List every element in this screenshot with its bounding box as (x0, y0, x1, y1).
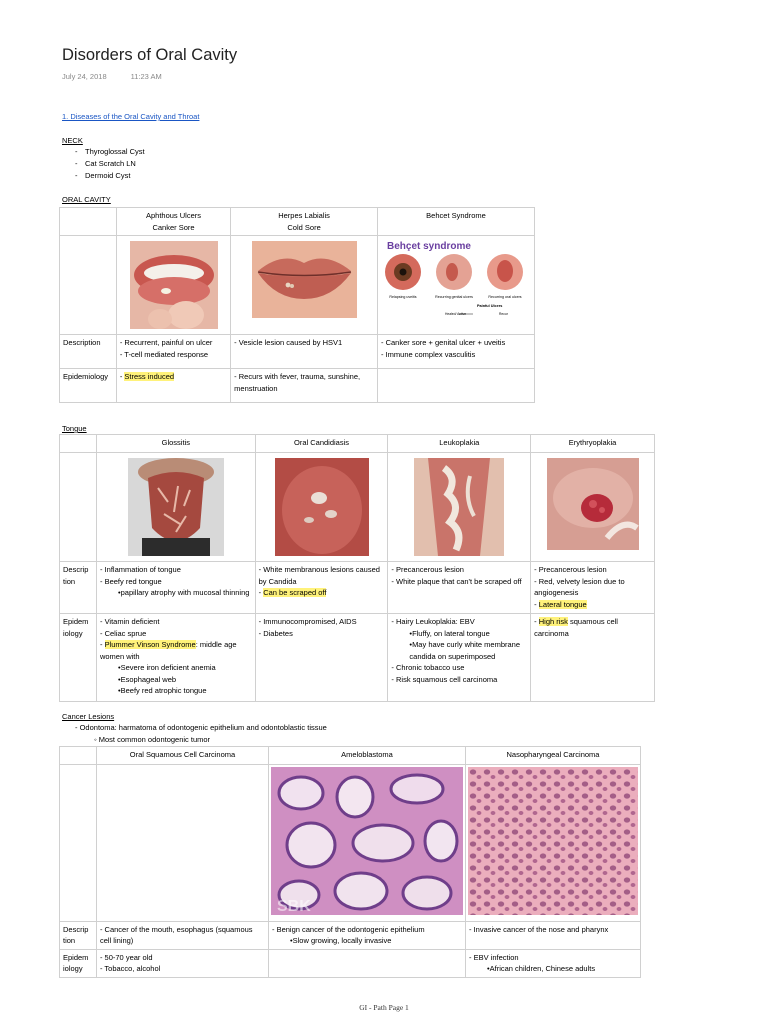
nasopharyngeal-histology (468, 767, 638, 915)
table-row: Descrip tion - Inflammation of tongue - Beefy red tongue • papillary atrophy with mucosal thinning - White membranous lesions caused by Candida - Can be scraped off - Precancerous lesion - White plaque that can't be scraped off - Precancerous lesion - Red, velvety lesion due to angiogenesis - Lateral tongue (60, 562, 655, 614)
behcet-legend-2: Recur (498, 312, 508, 316)
header-glossitis: Glossitis (96, 435, 255, 453)
table-row: Descrip tion - Cancer of the mouth, esophagus (squamous cell lining) - Benign cancer of the odontogenic epithelium • Slow growing, locally invasive - Invasive cancer of the nose and pharynx (60, 921, 641, 949)
table-row: Epidem iology - Vitamin deficient - Celiac sprue - Plummer Vinson Syndrome: middle age women with • Severe iron deficient anemia • Esophageal web • Beefy red atrophic tongue - Immunocompromised, AIDS - Diabetes - Hairy Leukoplakia: EBV • Fluffy, on lateral tongue • May have curly white membrane candida on superimposed - Chronic tobacco use - Risk squamous cell carcinoma - High risk squamous cell carcinoma (60, 614, 655, 702)
cancer-table (59, 746, 641, 978)
header-candidiasis: Oral Candidiasis (255, 435, 388, 453)
erythroplakia-photo (547, 458, 639, 550)
tongue-heading: Tongue (62, 424, 87, 433)
cancer-heading: Cancer Lesions (62, 712, 115, 721)
header-herpes: Herpes Labialis Cold Sore (231, 208, 378, 236)
page-title: Disorders of Oral Cavity (62, 46, 238, 64)
row-label: Epidemiology (60, 369, 117, 403)
header-ameloblastoma: Ameloblastoma (268, 747, 465, 765)
aphthous-ulcer-photo (130, 241, 218, 329)
behcet-diagram-title: Behçet syndrome (386, 241, 471, 252)
row-label: Epidem iology (60, 614, 97, 702)
oral-heading: ORAL CAVITY (62, 195, 111, 204)
table-row (60, 208, 535, 236)
row-label: Epidem iology (60, 949, 97, 977)
herpes-labialis-photo (252, 241, 357, 318)
glossitis-photo (128, 458, 224, 556)
neck-list (75, 146, 145, 182)
leukoplakia-photo (414, 458, 504, 556)
table-row: Epidem iology - 50-70 year old - Tobacco, alcohol - EBV infection • African children, Chinese adults (60, 949, 641, 977)
oral-candidiasis-photo (275, 458, 369, 556)
table-row (60, 765, 641, 922)
odontoma-subitem: Most common odontogenic tumor (98, 735, 211, 744)
header-leukoplakia: Leukoplakia (388, 435, 531, 453)
neck-heading: NECK (62, 136, 83, 145)
row-label: Description (60, 335, 117, 369)
table-row (60, 453, 655, 562)
page-footer: GI - Path Page 1 (359, 1003, 409, 1012)
tongue-table (59, 434, 655, 702)
table-row (60, 747, 641, 765)
table-row (60, 435, 655, 453)
behcet-diagram (381, 238, 531, 326)
header-behcet: Behcet Syndrome (377, 208, 534, 236)
behcet-caption-3: Recurring oral ulcers (488, 295, 522, 299)
list-item: - Cat Scratch LN (75, 158, 145, 170)
section-link[interactable]: 1. Diseases of the Oral Cavity and Throat (62, 112, 200, 121)
odontoma-item: Odontoma: harmatoma of odontogenic epithelium and odontoblastic tissue (79, 723, 327, 732)
image-watermark: SBK (276, 898, 311, 915)
table-row (60, 236, 535, 335)
behcet-caption-2: Recurring genital ulcers (435, 295, 473, 299)
behcet-legend-1: Healed/ Active (444, 312, 467, 316)
date-line (62, 72, 162, 81)
behcet-legend-title: Painful Ulcers (476, 304, 503, 308)
table-row: Description - Recurrent, painful on ulcer - T-cell mediated response - Vesicle lesion caused by HSV1 - Canker sore + genital ulcer + uveitis - Immune complex vasculitis (60, 335, 535, 369)
header-oscc: Oral Squamous Cell Carcinoma (96, 747, 268, 765)
list-item: - Dermoid Cyst (75, 170, 145, 182)
table-row: Epidemiology - Stress induced - Recurs with fever, trauma, sunshine, menstruation (60, 369, 535, 403)
row-label: Descrip tion (60, 562, 97, 614)
row-label: Descrip tion (60, 921, 97, 949)
header-npc: Nasopharyngeal Carcinoma (465, 747, 640, 765)
header-aphthous: Aphthous Ulcers Canker Sore (116, 208, 230, 236)
ameloblastoma-histology (271, 767, 463, 915)
date: July 24, 2018 (62, 72, 107, 81)
time: 11:23 AM (130, 72, 162, 81)
oral-cavity-table (59, 207, 535, 403)
behcet-caption-1: Relapsing uveitis (389, 295, 417, 299)
list-item: - Thyroglossal Cyst (75, 146, 145, 158)
header-erythroplakia: Erythryoplakia (531, 435, 655, 453)
